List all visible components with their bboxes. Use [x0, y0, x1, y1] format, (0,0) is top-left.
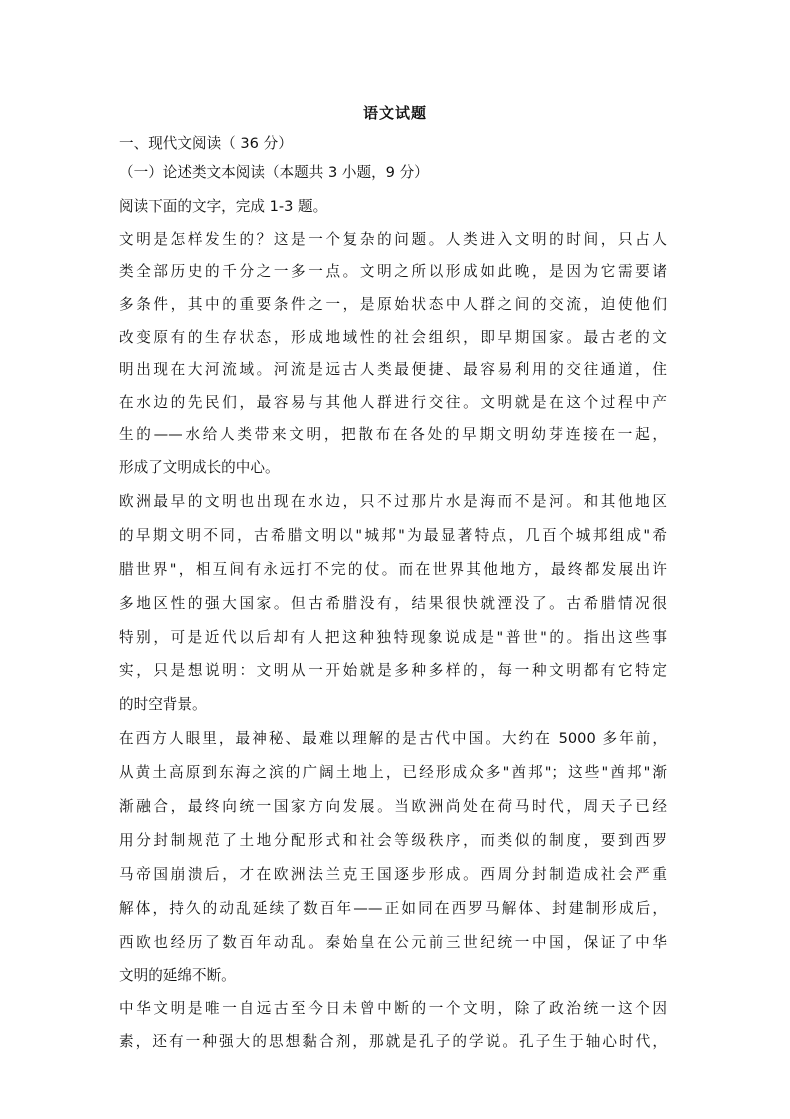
text-line: 西欧也经历了数百年动乱。秦始皇在公元前三世纪统一中国，保证了中华: [119, 934, 667, 951]
text-line: 中华文明是唯一自远古至今日未曾中断的一个文明，除了政治统一这个因: [119, 1000, 667, 1017]
text-line: 在水边的先民们，最容易与其他人群进行交往。文明就是在这个过程中产: [119, 394, 667, 411]
text-line: 文明是怎样发生的？这是一个复杂的问题。人类进入文明的时间，只占人: [119, 231, 667, 248]
text-line: 改变原有的生存状态，形成地域性的社会组织，即早期国家。最古老的文: [119, 329, 667, 346]
text-line: 马帝国崩溃后，才在欧洲法兰克王国逐步形成。西周分封制造成社会严重: [119, 866, 667, 883]
text-line: 类全部历史的千分之一多一点。文明之所以形成如此晚，是因为它需要诸: [119, 263, 667, 280]
text-line: 形成了文明成长的中心。: [119, 459, 280, 476]
text-line: 生的——水给人类带来文明，把散布在各处的早期文明幼芽连接在一起，: [119, 426, 667, 443]
page-title: 语文试题: [362, 104, 427, 122]
text-line: 渐融合，最终向统一国家方向发展。当欧洲尚处在荷马时代，周天子已经: [119, 798, 667, 815]
text-line: 的时空背景。: [119, 696, 207, 713]
subsection-heading: （一）论述类文本阅读（本题共 3 小题，9 分）: [119, 164, 429, 181]
text-line: 多地区性的强大国家。但古希腊没有，结果很快就湮没了。古希腊情况很: [119, 595, 667, 612]
text-line: 素，还有一种强大的思想黏合剂，那就是孔子的学说。孔子生于轴心时代，: [119, 1033, 667, 1050]
section-heading: 一、现代文阅读（ 36 分）: [119, 135, 293, 152]
text-line: 实，只是想说明：文明从一开始就是多种多样的，每一种文明都有它特定: [119, 662, 667, 679]
text-line: 明出现在大河流域。河流是远古人类最便捷、最容易利用的交往通道，住: [119, 361, 667, 378]
text-line: 特别，可是近代以后却有人把这种独特现象说成是"普世"的。指出这些事: [119, 629, 667, 646]
text-line: 文明的延绵不断。: [119, 967, 236, 984]
text-line: 欧洲最早的文明也出现在水边，只不过那片水是海而不是河。和其他地区: [119, 493, 667, 510]
text-line: 从黄土高原到东海之滨的广阔土地上，已经形成众多"酋邦"；这些"酋邦"渐: [119, 764, 667, 781]
reading-instruction: 阅读下面的文字，完成 1-3 题。: [119, 198, 328, 215]
text-line: 腊世界"，相互间有永远打不完的仗。而在世界其他地方，最终都发展出许: [119, 561, 667, 578]
text-line: 用分封制规范了土地分配形式和社会等级秩序，而类似的制度，要到西罗: [119, 832, 667, 849]
text-line: 多条件，其中的重要条件之一，是原始状态中人群之间的交流，迫使他们: [119, 296, 667, 313]
text-line: 解体，持久的动乱延续了数百年——正如同在西罗马解体、封建制形成后，: [119, 900, 667, 917]
text-line: 在西方人眼里，最神秘、最难以理解的是古代中国。大约在 5000 多年前，: [119, 730, 667, 747]
text-line: 的早期文明不同，古希腊文明以"城邦"为最显著特点，几百个城邦组成"希: [119, 527, 667, 544]
